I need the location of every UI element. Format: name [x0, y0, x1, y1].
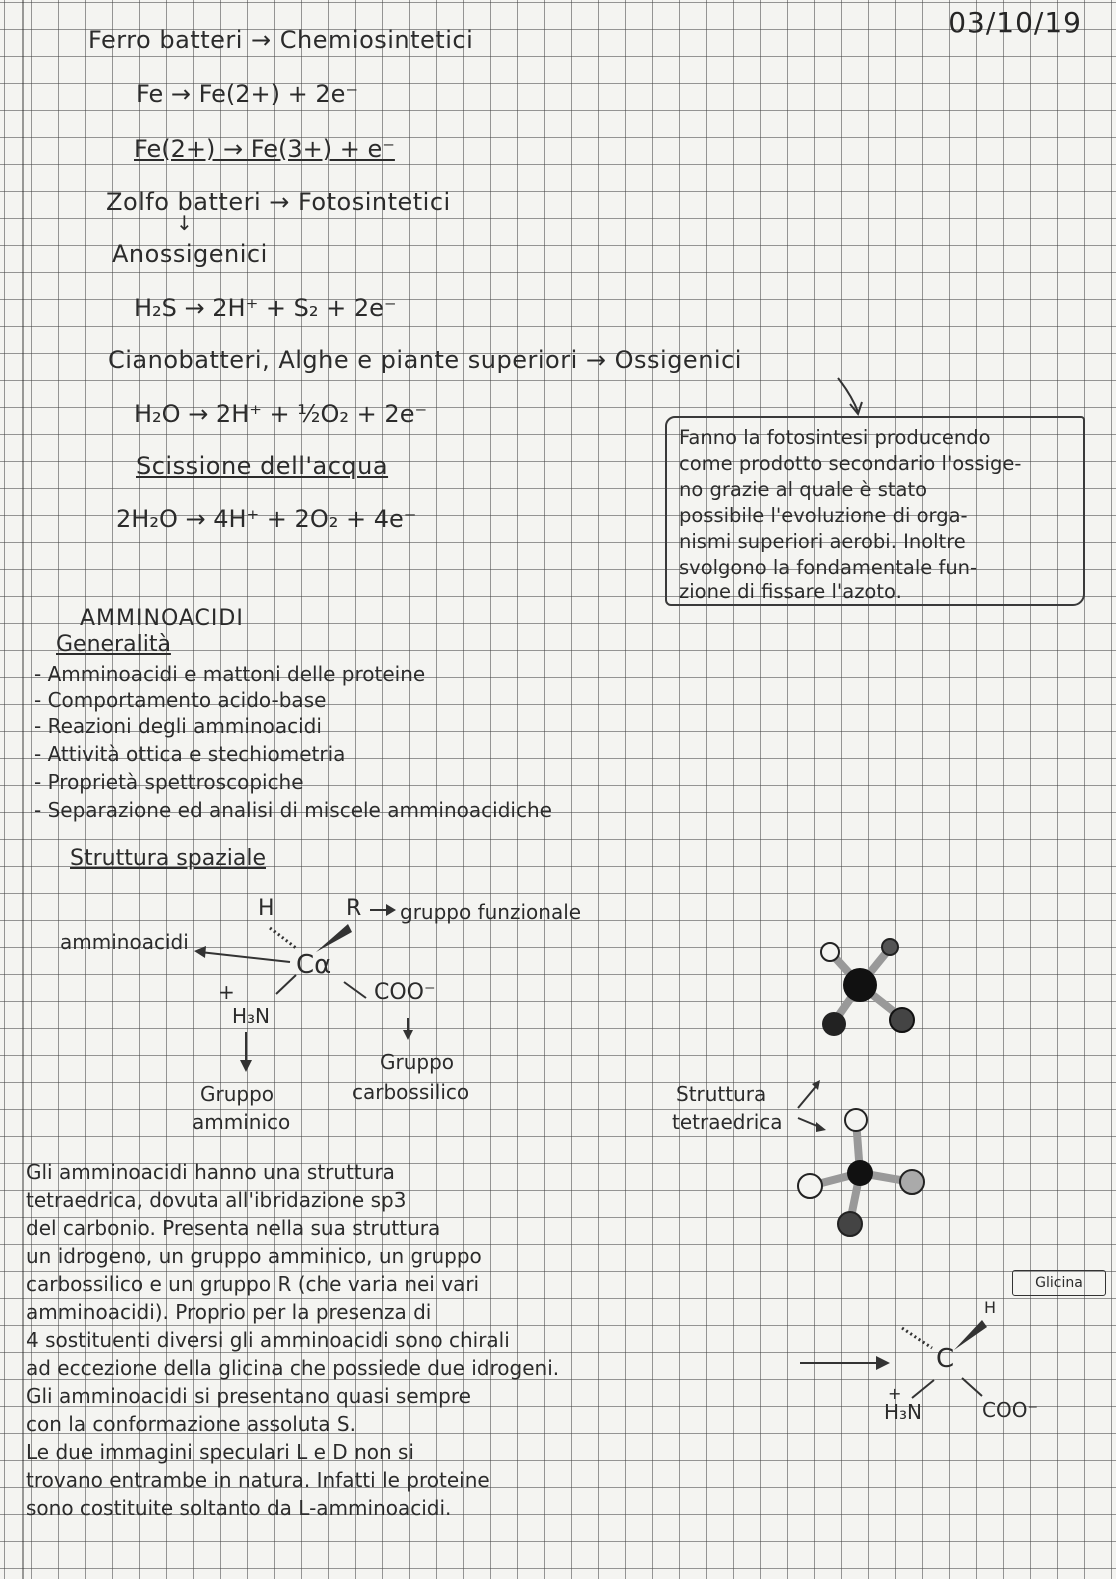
generalita-subheading: Generalità — [56, 632, 171, 657]
topic-list-item: - Amminoacidi e mattoni delle proteine — [34, 662, 426, 686]
paragraph-line: 4 sostituenti diversi gli amminoacidi sono chirali — [26, 1328, 510, 1352]
diagram-r-label: R — [346, 896, 362, 921]
amminoacidi-label: amminoacidi — [60, 930, 189, 954]
glycine-c-label: C — [936, 1344, 955, 1374]
gruppo-amminico-label: amminico — [192, 1110, 291, 1134]
glycine-plus-label: + — [888, 1384, 902, 1403]
topic-list-item: - Proprietà spettroscopiche — [34, 770, 304, 794]
topic-list-item: - Separazione ed analisi di miscele amminoacidiche — [34, 798, 552, 822]
paragraph-line: un idrogeno, un gruppo amminico, un gruppo — [26, 1244, 482, 1268]
glycine-h-label: H — [984, 1298, 997, 1317]
paragraph-line: con la conformazione assoluta S. — [26, 1412, 356, 1436]
equation-fe-1: Fe → Fe(2+) + 2e⁻ — [136, 80, 359, 108]
equation-2h2o: 2H₂O → 4H⁺ + 2O₂ + 4e⁻ — [116, 505, 417, 533]
gruppo-carbossilico-label: Gruppo — [380, 1050, 455, 1074]
diagram-h-label: H — [258, 896, 275, 921]
paragraph-line: tetraedrica, dovuta all'ibridazione sp3 — [26, 1188, 407, 1212]
struttura-tetraedrica-label: Struttura — [676, 1082, 767, 1106]
alpha-carbon-label: Cα — [296, 950, 332, 980]
paragraph-line: Gli amminoacidi si presentano quasi sempre — [26, 1384, 471, 1408]
topic-list-item: - Reazioni degli amminoacidi — [34, 714, 322, 738]
paragraph-line: Le due immagini speculari L e D non si — [26, 1440, 414, 1464]
down-arrow-icon: ↓ — [176, 211, 193, 235]
glicina-tag: Glicina — [1012, 1270, 1106, 1296]
equation-h2s: H₂S → 2H⁺ + S₂ + 2e⁻ — [134, 294, 397, 322]
note-line: come prodotto secondario l'ossige- — [679, 452, 1022, 475]
page-date: 03/10/19 — [948, 6, 1082, 39]
ferro-batteri-line: Ferro batteri → Chemiosintetici — [88, 26, 474, 54]
paragraph-line: ad eccezione della glicina che possiede due idrogeni. — [26, 1356, 560, 1380]
note-line: nismi superiori aerobi. Inoltre — [679, 530, 966, 553]
note-line: Fanno la fotosintesi producendo — [679, 426, 991, 449]
note-line: no grazie al quale è stato — [679, 478, 928, 501]
paragraph-line: del carbonio. Presenta nella sua struttura — [26, 1216, 441, 1240]
paragraph-line: trovano entrambe in natura. Infatti le proteine — [26, 1468, 490, 1492]
struttura-tetraedrica-label: tetraedrica — [672, 1110, 783, 1134]
ammonium-label: H₃N — [232, 1004, 271, 1028]
note-line: svolgono la fondamentale fun- — [679, 556, 978, 579]
paragraph-line: Gli amminoacidi hanno una struttura — [26, 1160, 395, 1184]
struttura-spaziale-heading: Struttura spaziale — [70, 846, 266, 871]
equation-h2o: H₂O → 2H⁺ + ½O₂ + 2e⁻ — [134, 400, 428, 428]
scissione-acqua-label: Scissione dell'acqua — [136, 452, 389, 480]
topic-list-item: - Comportamento acido-base — [34, 688, 327, 712]
anossigenici-label: Anossigenici — [112, 240, 268, 268]
gruppo-carbossilico-label: carbossilico — [352, 1080, 470, 1104]
glycine-carboxylate-label: COO⁻ — [982, 1398, 1039, 1422]
amminoacidi-heading: AMMINOACIDI — [80, 606, 244, 631]
note-line: possibile l'evoluzione di orga- — [679, 504, 968, 527]
glycine-ammonium-label: H₃N — [884, 1400, 923, 1424]
equation-fe-2: Fe(2+) → Fe(3+) + e⁻ — [134, 135, 395, 163]
note-line: zione di fissare l'azoto. — [679, 580, 902, 603]
carboxylate-label: COO⁻ — [374, 980, 436, 1005]
plus-charge-label: + — [218, 980, 235, 1004]
zolfo-batteri-line: Zolfo batteri → Fotosintetici — [106, 188, 451, 216]
gruppo-funzionale-label: gruppo funzionale — [400, 900, 582, 924]
paragraph-line: amminoacidi). Proprio per la presenza di — [26, 1300, 432, 1324]
topic-list-item: - Attività ottica e stechiometria — [34, 742, 346, 766]
paragraph-line: sono costituite soltanto da L-amminoacidi. — [26, 1496, 452, 1520]
cianobatteri-line: Cianobatteri, Alghe e piante superiori → Ossigenici — [108, 346, 742, 374]
paragraph-line: carbossilico e un gruppo R (che varia nei vari — [26, 1272, 480, 1296]
gruppo-amminico-label: Gruppo — [200, 1082, 275, 1106]
